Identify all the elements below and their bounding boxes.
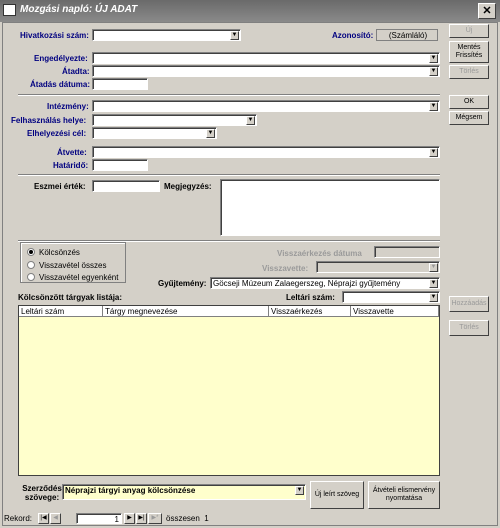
chevron-down-icon[interactable]: ▼ bbox=[247, 117, 254, 123]
megjegyzes-label: Megjegyzés: bbox=[164, 182, 212, 191]
record-count: összesen 1 bbox=[166, 514, 209, 523]
record-number-input[interactable]: 1 bbox=[76, 513, 122, 524]
gyujtemeny-value: Göcseji Múzeum Zalaegerszeg, Néprajzi gyűjtemény bbox=[213, 279, 401, 288]
intezmeny-combo[interactable] bbox=[92, 100, 440, 112]
felhasznalas-combo[interactable] bbox=[92, 114, 257, 126]
elhelyezesi-label: Elhelyezési cél: bbox=[27, 129, 87, 138]
intezmeny-label: Intézmény: bbox=[47, 102, 89, 111]
chevron-down-icon[interactable]: ▼ bbox=[231, 32, 238, 38]
szerzodes-value: Néprajzi tárgyi anyag kölcsönzése bbox=[65, 486, 196, 495]
atadas-datuma-label: Átadás dátuma: bbox=[30, 80, 91, 89]
megsem-button[interactable]: Mégsem bbox=[449, 111, 489, 125]
visszavette-label: Visszavette: bbox=[262, 264, 309, 273]
window-title: Mozgási napló: ÚJ ADAT bbox=[20, 4, 138, 15]
divider bbox=[18, 94, 440, 96]
megjegyzes-textarea[interactable] bbox=[220, 179, 440, 236]
engedelyezte-label: Engedélyezte: bbox=[34, 54, 88, 63]
hivatkozasi-label: Hivatkozási szám: bbox=[20, 31, 89, 40]
radio-label: Kölcsönzés bbox=[39, 248, 80, 257]
leltari-label: Leltári szám: bbox=[286, 293, 335, 302]
atvette-label: Átvette: bbox=[57, 148, 87, 157]
chevron-down-icon[interactable]: ▼ bbox=[430, 55, 437, 61]
szerzodes-label: Szerződés szövege: bbox=[22, 484, 62, 502]
last-record-button[interactable]: ▶| bbox=[136, 513, 147, 524]
atadta-label: Átadta: bbox=[62, 67, 90, 76]
chevron-down-icon[interactable]: ▼ bbox=[207, 130, 214, 136]
chevron-down-icon: ▼ bbox=[430, 264, 437, 270]
atveteli-nyomtatas-button[interactable]: Átvételi elismervény nyomtatása bbox=[368, 481, 440, 509]
column-header[interactable]: Visszaérkezés bbox=[269, 306, 351, 317]
title-bar bbox=[0, 0, 500, 22]
azonosito-field: (Számláló) bbox=[376, 29, 438, 41]
torles-button[interactable]: Törlés bbox=[449, 65, 489, 79]
atvette-combo[interactable] bbox=[92, 146, 440, 158]
items-list[interactable] bbox=[18, 305, 440, 476]
close-button[interactable]: ✕ bbox=[478, 3, 496, 19]
visszaerkezes-input bbox=[374, 246, 440, 258]
column-header[interactable]: Tárgy megnevezése bbox=[103, 306, 269, 317]
eszmei-label: Eszmei érték: bbox=[34, 182, 86, 191]
radio-label: Visszavétel egyenként bbox=[39, 273, 119, 282]
hatarido-input[interactable] bbox=[92, 159, 148, 171]
gyujtemeny-label: Gyűjtemény: bbox=[158, 279, 207, 288]
radio-label: Visszavétel összes bbox=[39, 261, 107, 270]
hozzaadas-button[interactable]: Hozzáadás bbox=[449, 296, 489, 312]
eszmei-input[interactable] bbox=[92, 180, 160, 192]
mentes-frissites-button[interactable]: Mentés Frissítés bbox=[449, 41, 489, 63]
chevron-down-icon[interactable]: ▼ bbox=[430, 280, 437, 286]
ok-button[interactable]: OK bbox=[449, 95, 489, 109]
atadas-datuma-input[interactable] bbox=[92, 78, 148, 90]
gyujtemeny-combo[interactable] bbox=[210, 277, 440, 289]
first-record-button[interactable]: |◀ bbox=[38, 513, 49, 524]
prev-record-button[interactable]: ◀ bbox=[50, 513, 61, 524]
uj-leirt-szoveg-button[interactable]: Új leírt szöveg bbox=[310, 481, 364, 509]
leltari-combo[interactable] bbox=[342, 291, 440, 303]
mode-radio-group bbox=[20, 242, 126, 283]
szerzodes-combo[interactable] bbox=[62, 484, 306, 500]
hivatkozasi-combo[interactable] bbox=[92, 29, 241, 41]
engedelyezte-combo[interactable] bbox=[92, 52, 440, 64]
record-label: Rekord: bbox=[4, 514, 33, 523]
felhasznalas-label: Felhasználás helye: bbox=[11, 116, 87, 125]
next-record-button[interactable]: ▶ bbox=[124, 513, 135, 524]
column-header[interactable]: Visszavette bbox=[351, 306, 439, 317]
radio-visszavetel-osszes[interactable] bbox=[27, 261, 35, 269]
kolcsonzott-label: Kölcsönzött tárgyak listája: bbox=[18, 293, 123, 302]
chevron-down-icon[interactable]: ▼ bbox=[296, 487, 303, 493]
torles-item-button[interactable]: Törlés bbox=[449, 320, 489, 336]
chevron-down-icon[interactable]: ▼ bbox=[430, 294, 437, 300]
form-icon bbox=[3, 4, 16, 16]
column-header[interactable]: Leltári szám bbox=[19, 306, 103, 317]
uj-button[interactable]: Új bbox=[449, 24, 489, 38]
visszavette-combo bbox=[316, 261, 440, 273]
azonosito-label: Azonosító: bbox=[332, 31, 374, 40]
visszaerkezes-label: Visszaérkezés dátuma bbox=[277, 249, 362, 258]
chevron-down-icon[interactable]: ▼ bbox=[430, 149, 437, 155]
atadta-combo[interactable] bbox=[92, 65, 440, 77]
hatarido-label: Határidő: bbox=[53, 161, 89, 170]
elhelyezesi-combo[interactable] bbox=[92, 127, 217, 139]
divider bbox=[18, 174, 440, 176]
radio-kolcsonzes[interactable] bbox=[27, 248, 35, 256]
chevron-down-icon[interactable]: ▼ bbox=[430, 68, 437, 74]
radio-visszavetel-egyenkent[interactable] bbox=[27, 273, 35, 281]
new-record-button[interactable]: ▶* bbox=[148, 513, 162, 524]
chevron-down-icon[interactable]: ▼ bbox=[430, 103, 437, 109]
